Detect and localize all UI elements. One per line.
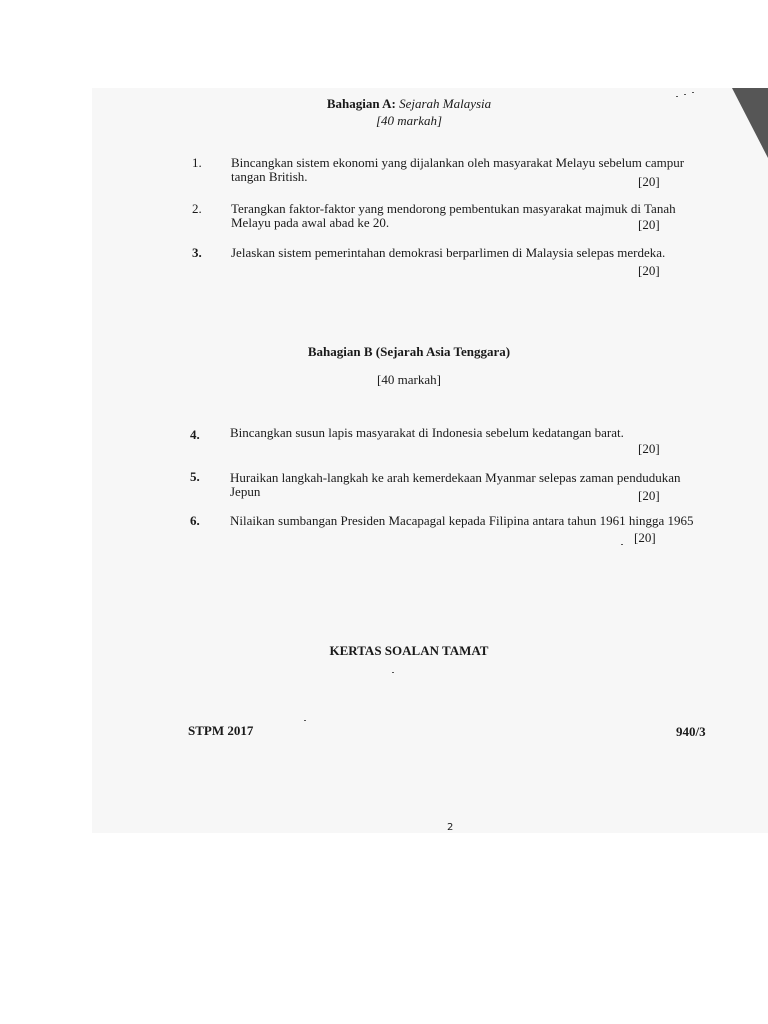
question-text: Jelaskan sistem pemerintahan demokrasi berparlimen di Malaysia selepas merdeka. (231, 245, 666, 260)
question-text: Bincangkan susun lapis masyarakat di Indonesia sebelum kedatangan barat. (230, 425, 624, 440)
question-number: 3. (192, 245, 202, 260)
question-text: Huraikan langkah-langkah ke arah kemerdekaan Myanmar selepas zaman pendudukan Jepun (230, 470, 681, 499)
question-mark: [20] (638, 488, 660, 503)
question-number: 4. (190, 427, 200, 442)
page-number: 2 (447, 822, 454, 833)
end-of-paper-text: KERTAS SOALAN TAMAT (329, 643, 489, 658)
question-mark: [20] (638, 217, 660, 232)
question-text: Bincangkan sistem ekonomi yang dijalankan oleh masyarakat Melayu sebelum campur tangan British. (231, 155, 685, 184)
section-b-marks: [40 markah] (377, 372, 441, 387)
section-b-title: Bahagian B (Sejarah Asia Tenggara) (307, 344, 511, 359)
scan-speck (621, 544, 623, 545)
scan-speck (304, 720, 306, 721)
question-mark: [20] (638, 263, 660, 278)
question-mark: [20] (634, 530, 656, 545)
footer-exam-name: STPM 2017 (188, 723, 254, 738)
question-number: 2. (192, 201, 202, 216)
scanned-page (92, 88, 768, 833)
question-number: 1. (192, 155, 202, 170)
footer-paper-code: 940/3 (676, 724, 706, 739)
scan-speck (692, 92, 694, 93)
question-mark: [20] (638, 441, 660, 456)
section-a-marks: [40 markah] (375, 113, 443, 128)
question-text: Nilaikan sumbangan Presiden Macapagal kepada Filipina antara tahun 1961 hingga 1965 (230, 513, 694, 528)
section-a-title-bold: Bahagian A: (326, 96, 396, 111)
scan-speck (684, 94, 686, 95)
question-number: 6. (190, 513, 200, 528)
section-a-title (0, 96, 768, 112)
question-text: Terangkan faktor-faktor yang mendorong pembentukan masyarakat majmuk di Tanah Melayu pada awal abad ke 20. (231, 201, 676, 230)
question-number: 5. (190, 469, 200, 484)
scan-speck (676, 96, 678, 97)
section-a-title-italic: Sejarah Malaysia (399, 96, 492, 111)
scan-speck (392, 672, 394, 673)
question-mark: [20] (638, 174, 660, 189)
